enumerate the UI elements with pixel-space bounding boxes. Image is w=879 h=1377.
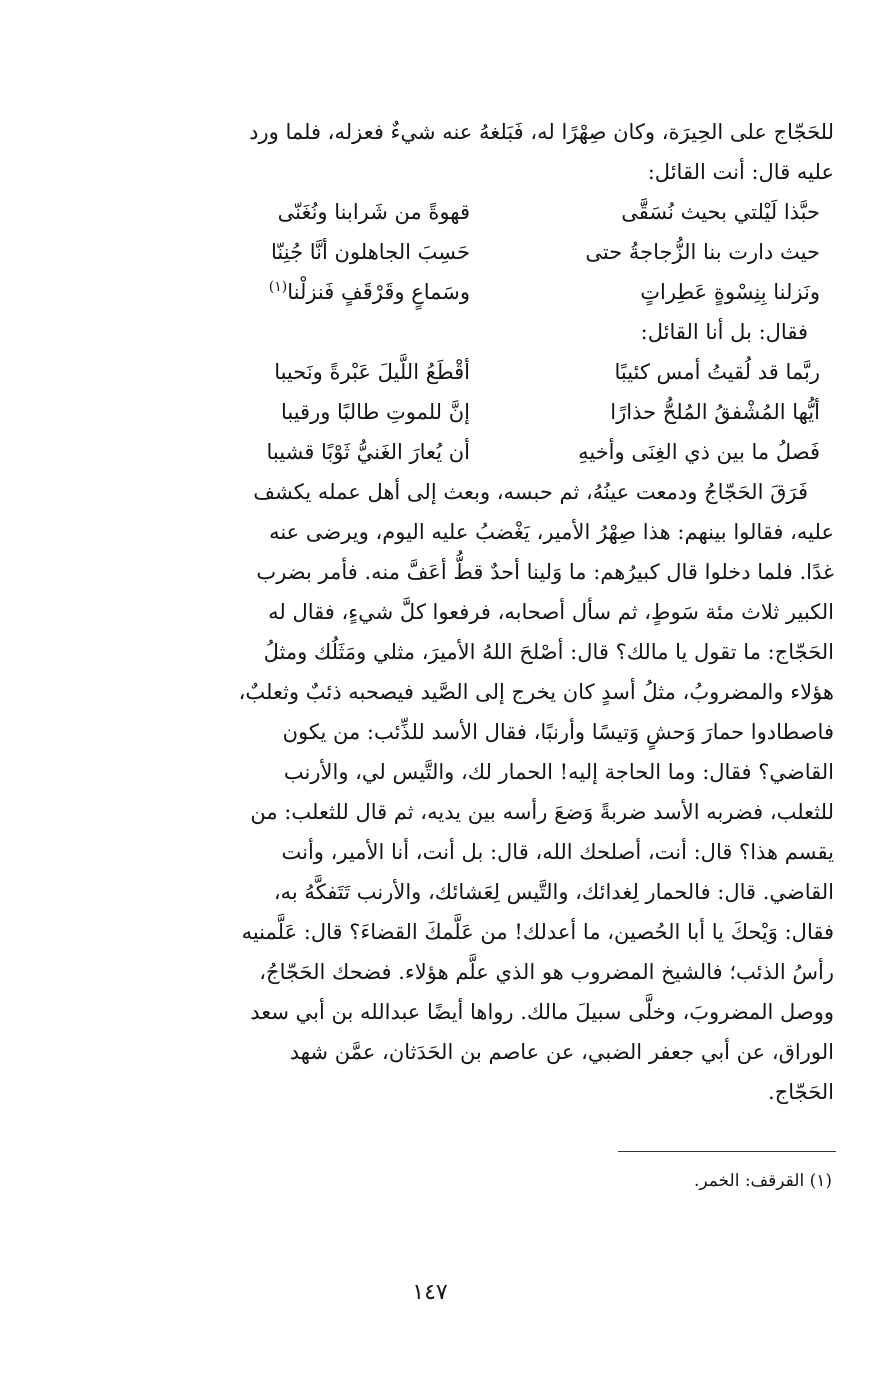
verse-first-half: حبَّذا لَيْلتي بحيث نُسَقَّى — [621, 200, 820, 224]
footnote-text: القرقف: الخمر. — [693, 1171, 805, 1191]
text-line: للثعلب، فضربه الأسد ضربةً وَضعَ رأسه بين يديه، ثم قال للثعلب: من — [250, 800, 834, 824]
verse-second-half — [130, 272, 470, 312]
poem-2 — [130, 352, 820, 472]
text-line: الحَجّاج. — [768, 1080, 834, 1104]
verse-second-half: قهوةً من شَرابنا ونُغَنّى — [277, 200, 470, 224]
text-line: ووصل المضروبَ، وخلَّى سبيلَ مالك. رواها أيضًا عبدالله بن أبي سعد — [250, 1000, 834, 1024]
text-line: عليه، فقالوا بينهم: هذا صِهْرُ الأمير، يَغْضبُ عليه اليوم، ويرضى عنه — [269, 520, 834, 544]
verse — [130, 272, 820, 312]
text-line: الحَجّاج: ما تقول يا مالك؟ قال: أصْلحَ اللهُ الأميرَ، مثلي ومَثَلُك ومثلُ — [263, 640, 834, 664]
text-line: هؤلاء والمضروبُ، مثلُ أسدٍ كان يخرج إلى الصَّيد فيصحبه ذئبٌ وثعلبٌ، — [238, 680, 834, 704]
text-line: فَرَقَ الحَجّاجُ ودمعت عينُهُ، ثم حبسه، وبعث إلى أهل عمله يكشف — [253, 480, 808, 504]
text-line: فقال: وَيْحكَ يا أبا الحُصين، ما أعدلك! من عَلَّمكَ القضاءَ؟ قال: عَلَّمنيه — [241, 920, 834, 944]
main-text — [118, 112, 834, 1112]
verse-first-half: ونَزلنا بِنِسْوةٍ عَطِراتٍ — [640, 280, 820, 304]
footnote — [520, 1166, 832, 1196]
verse-first-half: فَصلُ ما بين ذي الغِنَى وأخيهِ — [578, 440, 820, 464]
verse-second-half-text: وسَماعٍ وقَرْقَفٍ فَنزلْنا — [287, 280, 470, 304]
verse — [130, 352, 820, 392]
text-line: للحَجّاج على الحِيرَة، وكان صِهْرًا له، فَبَلغهُ عنه شيءٌ فعزله، فلما ورد — [249, 120, 834, 144]
verse-second-half: أقْطَعُ اللَّيلَ عَبْرةً ونَحيبا — [274, 360, 470, 384]
verse-second-half: أن يُعارَ الغَنيُّ ثَوْبًا قشيبا — [266, 440, 470, 464]
footnote-number: (١) — [809, 1171, 832, 1191]
verse — [130, 432, 820, 472]
verse — [130, 392, 820, 432]
text-line: فاصطادوا حمارَ وَحشٍ وَتيسًا وأرنبًا، فقال الأسد للذِّئب: من يكون — [282, 720, 834, 744]
reply-line: فقال: بل أنا القائل: — [640, 320, 808, 344]
text-line: الكبير ثلاث مئة سَوطٍ، ثم سأل أصحابه، فرفعوا كلَّ شيءٍ، فقال له — [268, 600, 834, 624]
text-line: القاضي؟ فقال: وما الحاجة إليه! الحمار لك، والتَّيس لي، والأرنب — [283, 760, 834, 784]
text-line: يقسم هذا؟ قال: أنت، أصلحك الله، قال: بل أنت، أنا الأمير، وأنت — [281, 840, 834, 864]
footnote-marker: (١) — [268, 279, 288, 295]
verse — [130, 232, 820, 272]
footnote-divider — [618, 1151, 836, 1152]
text-line: رأسُ الذئب؛ فالشيخ المضروب هو الذي علَّم هؤلاء. فضحك الحَجّاجُ، — [259, 960, 834, 984]
verse-first-half: أيُّها المُشْفقُ المُلحُّ حذارًا — [610, 400, 820, 424]
poem-1 — [130, 192, 820, 312]
verse-second-half: حَسِبَ الجاهلون أنَّا جُنِنّا — [271, 240, 470, 264]
verse — [130, 192, 820, 232]
verse-first-half: ربَّما قد لُقيتُ أمس كئيبًا — [614, 360, 820, 384]
verse-first-half: حيث دارت بنا الزُّجاجةُ حتى — [585, 240, 820, 264]
page-number: ١٤٧ — [412, 1280, 448, 1305]
verse-second-half: إنَّ للموتِ طالبًا ورقيبا — [280, 400, 470, 424]
text-line: غدًا. فلما دخلوا قال كبيرُهم: ما وَلينا أحدٌ قطُّ أعَفَّ منه. فأمر بضرب — [256, 560, 834, 584]
text-line: الوراق، عن أبي جعفر الضبي، عن عاصم بن الحَدَثان، عمَّن شهد — [289, 1040, 834, 1064]
text-line: القاضي. قال: فالحمار لِغدائك، والتَّيس لِعَشائك، والأرنب تَتَفكَّهُ به، — [273, 880, 834, 904]
text-line: عليه قال: أنت القائل: — [647, 160, 834, 184]
